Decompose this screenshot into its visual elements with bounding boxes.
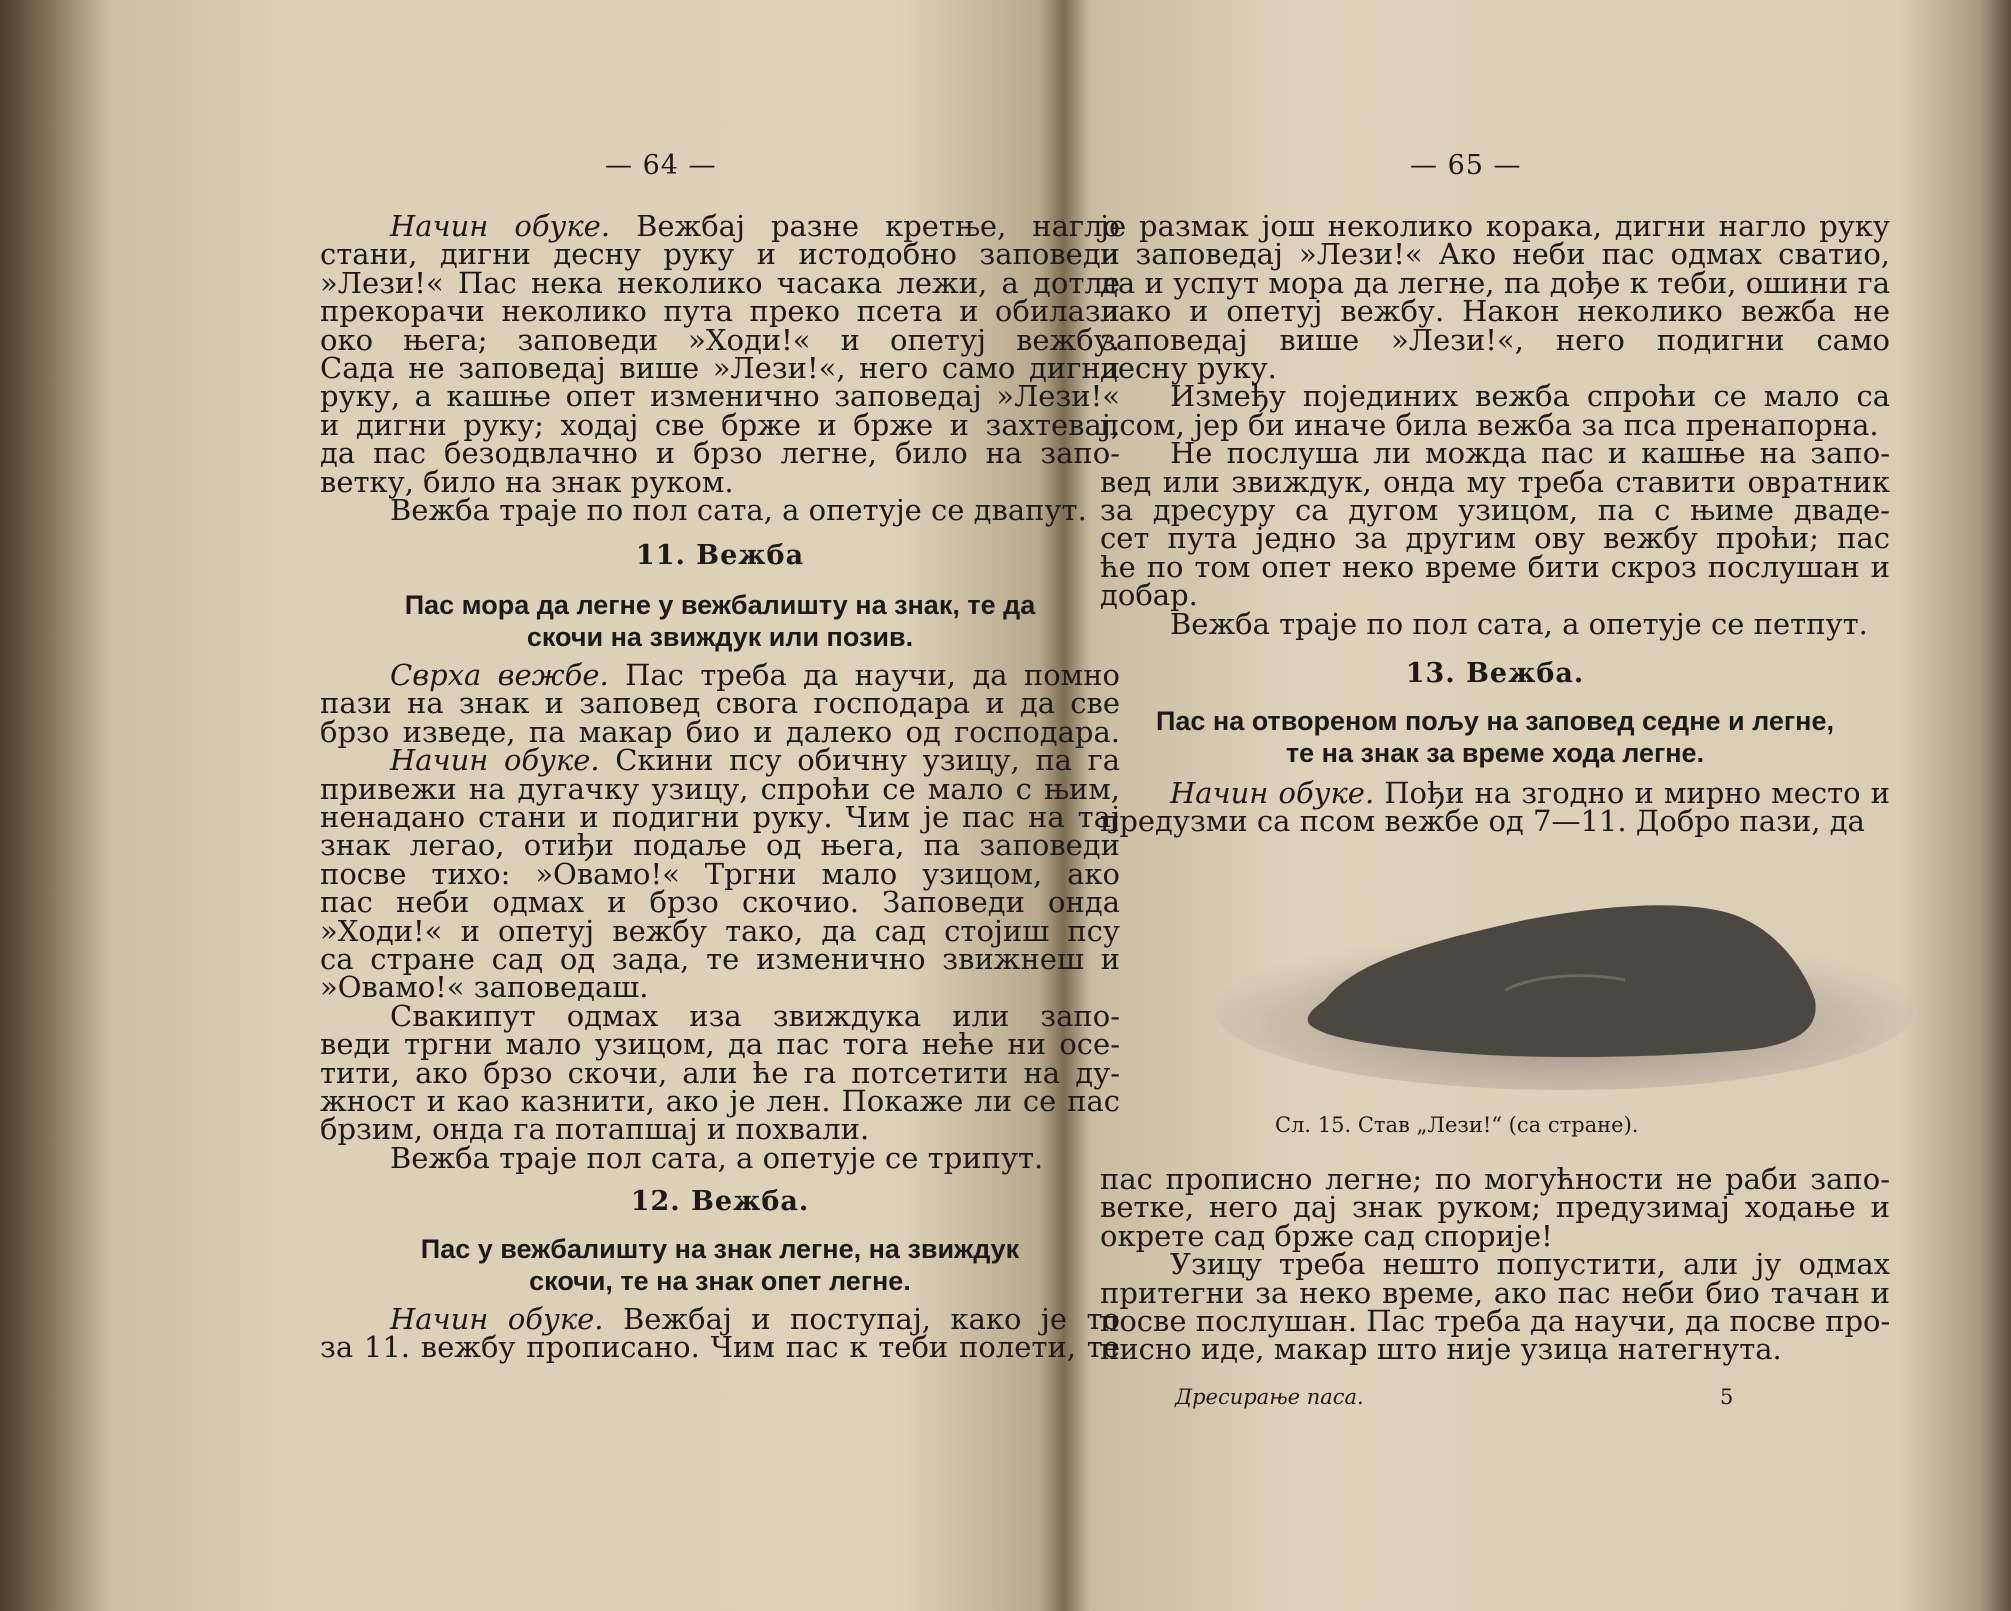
exercise-subtitle: Пас у вежбалишту на знак легне, на звиждук xyxy=(420,1233,1020,1264)
text-line: прекорачи неколико пута преко псета и обилази xyxy=(320,294,1120,329)
text-line: Не послуша ли можда пас и кашње на запо- xyxy=(1170,436,1890,471)
text-line: за дресуру са дугом узицом, па с њиме дваде- xyxy=(1100,493,1890,528)
text-line: »Лези!« Пас нека неколико часака лежи, а дотле xyxy=(320,265,1120,300)
exercise-title: 13. Вежба. xyxy=(1405,658,1585,690)
text-line: брзо изведе, па макар био и далеко од господара. xyxy=(320,714,1120,749)
text-line: Свакипут одмах иза звиждука или запо- xyxy=(390,998,1120,1033)
text-line: сет пута једно за другим ову вежбу проћи; пас xyxy=(1100,521,1890,556)
text-line: притегни за неко време, ако пас неби био тачан и xyxy=(1100,1275,1890,1310)
text-line: стани, дигни десну руку и истодобно заповеди xyxy=(320,237,1120,272)
page-number: — 64 — xyxy=(605,150,717,181)
text-line: веди тргни мало узицом, да пас тога неће ни осе- xyxy=(320,1027,1120,1062)
text-line: брзим, онда га потапшај и похвали. xyxy=(320,1112,870,1147)
text-line: Вежба траје пол сата, а опетује се трипут. xyxy=(390,1140,1044,1175)
right-page xyxy=(1080,0,1980,1611)
method-label: Начин обуке. xyxy=(1170,775,1375,810)
text-line: десну руку. xyxy=(1100,351,1277,386)
text-line: добар. xyxy=(1100,578,1198,613)
exercise-subtitle: Пас мора да легне у вежбалишту на знак, те да xyxy=(404,589,1036,620)
text-line: жност и као казнити, ако је лен. Покаже ли се пас xyxy=(320,1083,1120,1118)
text-line: заповедај више »Лези!«, него подигни само xyxy=(1100,322,1890,357)
text-line: ветке, него дај знак руком; предузимај ходање и xyxy=(1100,1190,1890,1225)
text-line: Вежба траје по пол сата, а опетује се двапут. xyxy=(390,493,1087,528)
text-line: лако и опетуј вежбу. Након неколико вежба не xyxy=(1100,294,1890,329)
text-line: вед или звиждук, онда му треба ставити овратник xyxy=(1100,464,1890,499)
page-number: — 65 — xyxy=(1410,150,1522,181)
text-line: пас неби одмах и брзо скочио. Заповеди онда xyxy=(320,885,1120,920)
text-line: да пас безодвлачно и брзо легне, било на запо- xyxy=(320,436,1120,471)
text-line: ће по том опет неко време бити скроз послушан и xyxy=(1100,549,1890,584)
text-line: окрете сад брже сад спорије! xyxy=(1100,1218,1553,1253)
text-line: Сврха вежбе. Пас треба да научи, да помно xyxy=(390,657,1120,692)
dog-silhouette xyxy=(1308,905,1816,1057)
signature-number: 5 xyxy=(1720,1385,1734,1409)
text-line: око њега; заповеди »Ходи!« и опетуј вежбу. xyxy=(320,322,1120,357)
text-line: предузми са псом вежбе од 7—11. Добро пази, да xyxy=(1100,803,1865,838)
text-line: Вежба траје по пол сата, а опетује се петпут. xyxy=(1170,606,1868,641)
method-label: Начин обуке. xyxy=(390,209,611,243)
text-line: ненадано стани и подигни руку. Чим је пас на тај xyxy=(320,799,1120,834)
dog-lying-photo xyxy=(1205,880,1925,1090)
left-page-body xyxy=(320,209,1120,1364)
text-line: Начин обуке. Пођи на згодно и мирно место и xyxy=(1170,775,1891,810)
text-line: тити, ако брзо скочи, али ће га потсетити на ду- xyxy=(320,1055,1120,1090)
text-line: Начин обуке. Скини псу обичну узицу, па га xyxy=(390,743,1120,778)
text-line: посве тихо: »Овамо!« Тргни мало узицом, ако xyxy=(320,856,1120,891)
right-page-body-lower xyxy=(1100,1162,1891,1367)
exercise-title: 11. Вежба xyxy=(635,540,805,572)
text-line: је размак још неколико корака, дигни нагло руку xyxy=(1100,209,1890,243)
text-line: да и успут мора да легне, па дође к теби, ошини га xyxy=(1100,265,1890,300)
text-line: »Ходи!« и опетуј вежбу тако, да сад стојиш псу xyxy=(320,913,1120,948)
right-page-body xyxy=(1100,209,1891,838)
text-line: Између појединих вежба спроћи се мало са xyxy=(1170,379,1890,414)
exercise-subtitle: Пас на отвореном пољу на заповед седне и легне, xyxy=(1155,705,1835,736)
text-line: Начин обуке. Вежбај и поступај, како је то xyxy=(390,1301,1120,1336)
text-line: посве послушан. Пас треба да научи, да посве про- xyxy=(1100,1304,1891,1339)
text-line: пази на знак и заповед свога господара и да све xyxy=(320,686,1120,721)
goal-label: Сврха вежбе. xyxy=(390,657,609,692)
method-label: Начин обуке. xyxy=(390,1301,604,1336)
text-line: привежи на дугачку узицу, спроћи се мало с њим, xyxy=(320,771,1120,806)
text-line: Сада не заповедај више »Лези!«, него само дигни xyxy=(320,351,1120,386)
text-line: псом, јер би иначе била вежба за пса пренапорна. xyxy=(1100,407,1879,442)
text-line: пас прописно легне; по могућности не раби запо- xyxy=(1100,1162,1890,1196)
text-line: и заповедај »Лези!« Ако неби пас одмах сватио, xyxy=(1100,237,1890,272)
method-label: Начин обуке. xyxy=(390,743,600,778)
exercise-title: 12. Вежба. xyxy=(630,1186,810,1218)
text-line: за 11. вежбу прописано. Чим пас к теби полети, те xyxy=(320,1330,1120,1364)
figure-caption: Сл. 15. Став „Лези!“ (са стране). xyxy=(1275,1113,1639,1137)
exercise-subtitle: те на знак за време хода легне. xyxy=(1285,737,1705,768)
text-line: знак легао, отиђи подаље од њега, па заповеди xyxy=(320,828,1120,863)
exercise-subtitle: скочи на звиждук или позив. xyxy=(526,621,914,652)
text-line: Начин обуке. Вежбај разне кретње, нагло xyxy=(390,209,1120,243)
text-line: са стране сад од зада, те изменично звижнеш и xyxy=(320,941,1120,976)
left-page xyxy=(95,0,1120,1611)
text-line: ветку, било на знак руком. xyxy=(320,464,734,499)
text-line: Узицу треба нешто попустити, али ју одмах xyxy=(1170,1247,1890,1282)
exercise-subtitle: скочи, те на знак опет легне. xyxy=(529,1265,911,1296)
text-line: руку, а кашње опет изменично заповедај »Лези!« xyxy=(320,379,1120,414)
text-line: »Овамо!« заповедаш. xyxy=(320,970,649,1005)
text-line: писно иде, макар што није узица натегнута. xyxy=(1100,1332,1782,1367)
footer-title: Дресирање паса. xyxy=(1175,1385,1364,1409)
text-line: и дигни руку; ходај све брже и брже и захтевај, xyxy=(320,407,1120,442)
